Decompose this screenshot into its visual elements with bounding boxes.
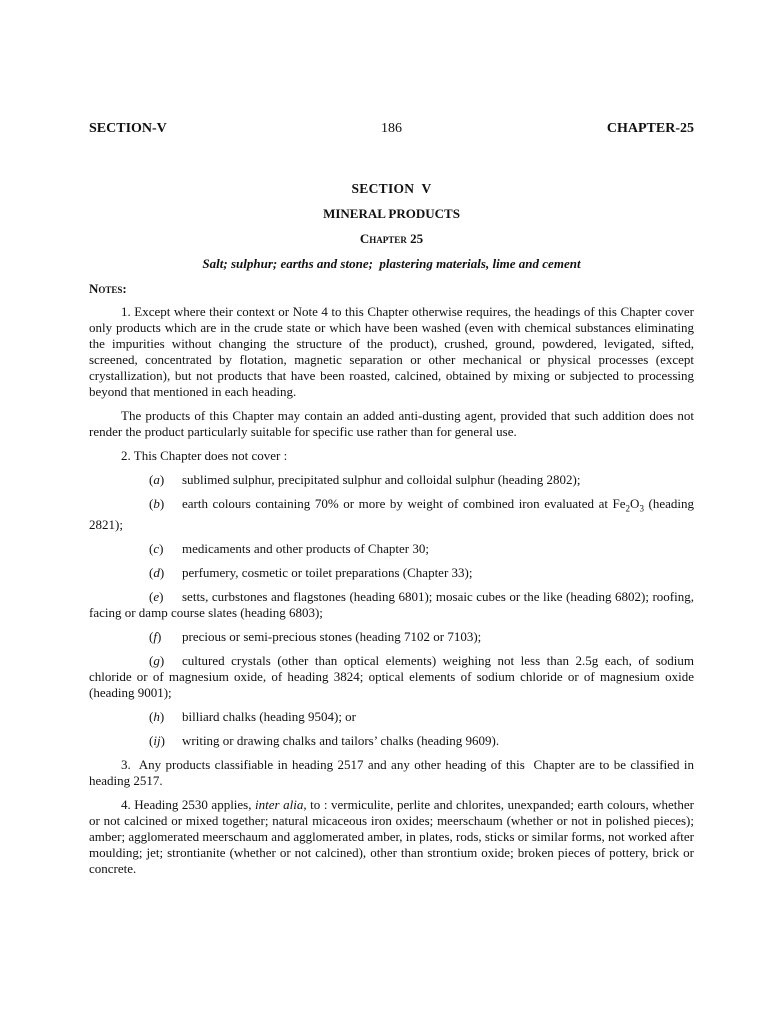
item-label: (f): [149, 628, 162, 644]
section-subtitle: MINERAL PRODUCTS: [323, 206, 460, 221]
item-label: (a): [149, 472, 165, 487]
header-chapter-label: CHAPTER-25: [606, 121, 694, 136]
chapter-word: Chapter: [359, 231, 407, 246]
header-page-number: 186: [381, 121, 402, 136]
item-text: cultured crystals (other than optical elements) weighing not less than 2.5g each, of sodium chloride or of magnesium oxide, of heading 3824; optical elements of sodium chloride or of magnesium oxide (heading 9001);: [89, 652, 694, 700]
item-text: writing or drawing chalks and tailors’ chalks (heading 9609).: [182, 732, 500, 748]
item-label: (c): [149, 540, 164, 556]
item-label: (d): [149, 564, 165, 580]
note-4-italic: inter alia: [255, 796, 304, 812]
note-2-item-b: [89, 496, 694, 533]
note-3: 3. Any products classifiable in heading 2517 and any other heading of this Chapter are to be classified in heading 2517.: [89, 756, 698, 788]
item-text: earth colours containing 70% or more by weight of combined iron evaluated at $Fe_2O_3$ (heading 2821);: [89, 496, 694, 532]
chapter-title: [89, 231, 694, 247]
chapter-number: 25: [410, 231, 424, 246]
item-text: billiard chalks (heading 9504); or: [182, 708, 357, 724]
note-2-item-ij: [89, 733, 694, 749]
item-text: sublimed sulphur, precipitated sulphur and colloidal sulphur (heading 2802);: [182, 472, 581, 487]
item-label: (g): [149, 652, 165, 668]
item-label: (e): [149, 588, 164, 604]
item-label: (ij): [149, 732, 165, 748]
note-2-intro: 2. This Chapter does not cover :: [121, 448, 288, 463]
notes-body: [89, 304, 698, 885]
note-2-item-h: [89, 709, 694, 725]
item-label: (b): [149, 496, 165, 511]
notes-heading: Notes:: [89, 281, 127, 296]
chapter-description: Salt; sulphur; earths and stone; plastering materials, lime and cement: [202, 256, 581, 271]
note-1: 1. Except where their context or Note 4 to this Chapter otherwise requires, the headings of this Chapter cover only products which are in the crude state or which have been washed (even with chemical substances eliminating the impurities without changing the structure of the product), crushed, ground, powdered, levigated, sifted, screened, concentrated by flotation, magnetic separation or other mechanical or physical processes (except crystallization), but not products that have been roasted, calcined, obtained by mixing or subjected to processing beyond that mentioned in each heading.: [89, 304, 694, 399]
note-1-paragraph-2: The products of this Chapter may contain an added anti-dusting agent, provided that such addition does not render the product particularly suitable for specific use rather than for general use.: [89, 408, 694, 439]
item-text: medicaments and other products of Chapter 30;: [182, 540, 429, 556]
section-title: SECTION V: [351, 181, 432, 196]
note-2-item-g: [89, 653, 694, 701]
note-4: 4. Heading 2530 applies, inter alia, to : vermiculite, perlite and chlorites, unexpanded; earth colours, whether or not calcined or mixed together; natural micaceous iron oxides; meerschaum (whether or not in polished pieces); amber; agglomerated meerschaum and agglomerated amber, in plates, rods, sticks or similar forms, not worked after moulding; jet; strontianite (whether or not calcined), other than strontium oxide; broken pieces of pottery, brick or concrete.: [89, 796, 695, 876]
item-text: precious or semi-precious stones (heading 7102 or 7103);: [182, 628, 482, 644]
note-2-item-c: [89, 541, 694, 557]
item-label: (h): [149, 708, 165, 724]
note-2-item-f: [89, 629, 694, 645]
item-text: perfumery, cosmetic or toilet preparations (Chapter 33);: [182, 564, 473, 580]
note-2-item-d: [89, 565, 694, 581]
item-text: setts, curbstones and flagstones (heading 6801); mosaic cubes or the like (heading 6802); roofing, facing or damp course slates (heading 6803);: [89, 588, 694, 620]
header-section-label: SECTION-V: [89, 121, 167, 136]
running-header: [89, 121, 694, 141]
note-2-item-a: [89, 472, 694, 488]
note-2-item-e: [89, 589, 694, 621]
